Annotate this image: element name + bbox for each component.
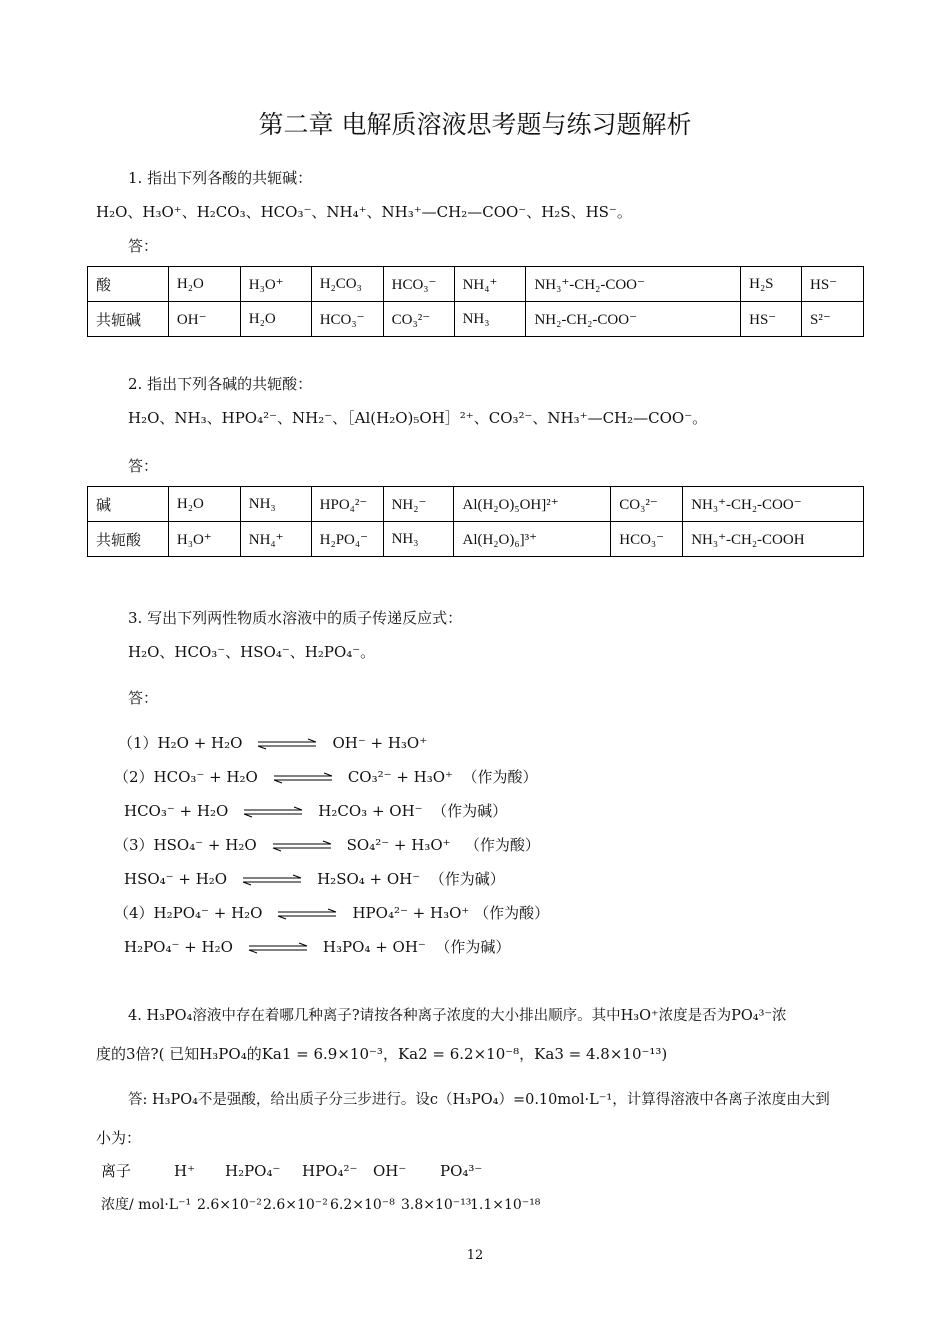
conc-item: 1.1×10⁻¹⁸ <box>470 1197 541 1213</box>
q4-answer-line-2: 小为： <box>96 1129 142 1147</box>
equation-right: H₃PO₄ + OH⁻ <box>322 938 426 956</box>
equation-note: （作为酸） <box>474 904 550 922</box>
ion-item: PO₄³⁻ <box>440 1162 483 1180</box>
ion-item: H⁺ <box>174 1162 195 1180</box>
q3-prompt: 3. 写出下列两性物质水溶液中的质子传递反应式： <box>128 609 463 627</box>
equilibrium-arrow-icon <box>276 908 338 920</box>
table-cell: H₂PO₄⁻ <box>311 522 383 557</box>
equation-right: SO₄²⁻ + H₃O⁺ <box>346 836 451 854</box>
table-cell: Al(H₂O)₆]³⁺ <box>454 522 611 557</box>
table-cell: 共轭酸 <box>88 522 169 557</box>
equation-left: HSO₄⁻ + H₂O <box>124 870 228 888</box>
table-cell: NH₃⁺-CH₂-COO⁻ <box>526 267 741 302</box>
equation-2 <box>114 767 538 787</box>
ion-item: OH⁻ <box>373 1162 407 1180</box>
q4-line-1: 4. H₃PO₄溶液中存在着哪几种离子?请按各种离子浓度的大小排出顺序。其中H₃O⁺浓度是否为PO₄³⁻浓 <box>128 1008 787 1024</box>
table-cell: CO₃²⁻ <box>383 302 454 337</box>
table-cell: H₃O⁺ <box>168 522 240 557</box>
equation-right: H₂CO₃ + OH⁻ <box>318 802 423 820</box>
conc-item: 2.6×10⁻² <box>263 1197 328 1213</box>
table-cell: H₂S <box>741 267 802 302</box>
equation-3 <box>124 801 507 821</box>
table-cell: HCO₃⁻ <box>311 302 383 337</box>
table-cell: NH₄⁺ <box>454 267 526 302</box>
page-title: 第二章 电解质溶液思考题与练习题解析 <box>258 110 692 139</box>
equation-left: H₂PO₄⁻ + H₂O <box>124 938 233 956</box>
equation-5 <box>124 869 505 889</box>
table-cell: Al(H₂O)₅OH]²⁺ <box>454 487 611 522</box>
q2-answer-label: 答： <box>128 457 159 475</box>
equation-left: （1）H₂O + H₂O <box>118 734 243 752</box>
q2-list: H₂O、NH₃、HPO₄²⁻、NH₂⁻、［Al(H₂O)₅OH］²⁺、CO₃²⁻、NH₃⁺—CH₂—COO⁻。 <box>128 409 708 427</box>
equation-note: （作为酸） <box>462 768 538 786</box>
table-cell: NH₃ <box>383 522 454 557</box>
equation-right: OH⁻ + H₃O⁺ <box>332 734 428 752</box>
equation-7 <box>124 937 510 957</box>
table-cell: NH₄⁺ <box>240 522 311 557</box>
table-cell: NH₂⁻ <box>383 487 454 522</box>
q3-list: H₂O、HCO₃⁻、HSO₄⁻、H₂PO₄⁻。 <box>128 643 376 661</box>
equation-note: （作为碱） <box>429 870 505 888</box>
q1-answer-label: 答： <box>128 237 159 255</box>
equilibrium-arrow-icon <box>256 738 318 750</box>
table-cell: HS⁻ <box>802 267 864 302</box>
table-cell: H₂O <box>168 267 240 302</box>
equation-right: H₂SO₄ + OH⁻ <box>317 870 421 888</box>
conc-item: 6.2×10⁻⁸ <box>330 1197 395 1213</box>
conc-item: 2.6×10⁻² <box>197 1197 262 1213</box>
equation-left: （3）HSO₄⁻ + H₂O <box>114 836 257 854</box>
q1-row-acid <box>88 267 864 302</box>
equation-4 <box>114 835 540 855</box>
equilibrium-arrow-icon <box>242 806 304 818</box>
equilibrium-arrow-icon <box>271 840 333 852</box>
q1-prompt: 1. 指出下列各酸的共轭碱： <box>128 169 313 187</box>
q4-answer-line-1: 答: H₃PO₄不是强酸，给出质子分三步进行。设c（H₃PO₄）=0.10mol·L⁻¹，计算得溶液中各离子浓度由大到 <box>128 1092 830 1108</box>
q2-table <box>87 486 864 557</box>
q1-table <box>87 266 864 337</box>
table-cell: H₂CO₃ <box>311 267 383 302</box>
table-cell: NH₃ <box>454 302 526 337</box>
table-cell: NH₃⁺-CH₂-COO⁻ <box>683 487 864 522</box>
table-cell: HCO₃⁻ <box>611 522 683 557</box>
table-cell: H₂O <box>168 487 240 522</box>
equation-right: CO₃²⁻ + H₃O⁺ <box>347 768 453 786</box>
table-cell: 共轭碱 <box>88 302 169 337</box>
ions-label: 离子 <box>101 1162 132 1180</box>
q3-answer-label: 答： <box>128 689 159 707</box>
table-cell: 酸 <box>88 267 169 302</box>
table-cell: NH₃⁺-CH₂-COOH <box>683 522 864 557</box>
table-cell: HS⁻ <box>741 302 802 337</box>
table-cell: S²⁻ <box>802 302 864 337</box>
q1-row-base <box>88 302 864 337</box>
conc-item: 3.8×10⁻¹³ <box>401 1197 472 1213</box>
table-cell: H₃O⁺ <box>240 267 311 302</box>
equation-left: （4）H₂PO₄⁻ + H₂O <box>114 904 263 922</box>
q1-list: H₂O、H₃O⁺、H₂CO₃、HCO₃⁻、NH₄⁺、NH₃⁺—CH₂—COO⁻、H₂S、HS⁻。 <box>96 203 632 221</box>
q4-line-2: 度的3倍?( 已知H₃PO₄的Ka1 = 6.9×10⁻³，Ka2 = 6.2×10⁻⁸，Ka3 = 4.8×10⁻¹³) <box>96 1045 668 1063</box>
equation-note: （作为酸） <box>464 836 540 854</box>
equilibrium-arrow-icon <box>241 874 303 886</box>
equilibrium-arrow-icon <box>272 772 334 784</box>
q2-row-acid <box>88 522 864 557</box>
ion-item: HPO₄²⁻ <box>302 1162 358 1180</box>
table-cell: 碱 <box>88 487 169 522</box>
table-cell: H₂O <box>240 302 311 337</box>
equilibrium-arrow-icon <box>247 942 309 954</box>
ion-item: H₂PO₄⁻ <box>225 1162 281 1180</box>
table-cell: OH⁻ <box>168 302 240 337</box>
equation-left: （2）HCO₃⁻ + H₂O <box>114 768 258 786</box>
equation-left: HCO₃⁻ + H₂O <box>124 802 229 820</box>
q2-prompt: 2. 指出下列各碱的共轭酸： <box>128 375 313 393</box>
equation-note: （作为碱） <box>435 938 511 956</box>
equation-note: （作为碱） <box>432 802 508 820</box>
conc-label: 浓度/ mol·L⁻¹ <box>101 1197 192 1213</box>
table-cell: HCO₃⁻ <box>383 267 454 302</box>
table-cell: HPO₄²⁻ <box>311 487 383 522</box>
equation-6 <box>114 903 549 923</box>
table-cell: CO₃²⁻ <box>611 487 683 522</box>
equation-right: HPO₄²⁻ + H₃O⁺ <box>352 904 470 922</box>
equation-1 <box>118 733 427 753</box>
table-cell: NH₃ <box>240 487 311 522</box>
table-cell: NH₂-CH₂-COO⁻ <box>526 302 741 337</box>
page-number: 12 <box>466 1248 484 1263</box>
q2-row-base <box>88 487 864 522</box>
